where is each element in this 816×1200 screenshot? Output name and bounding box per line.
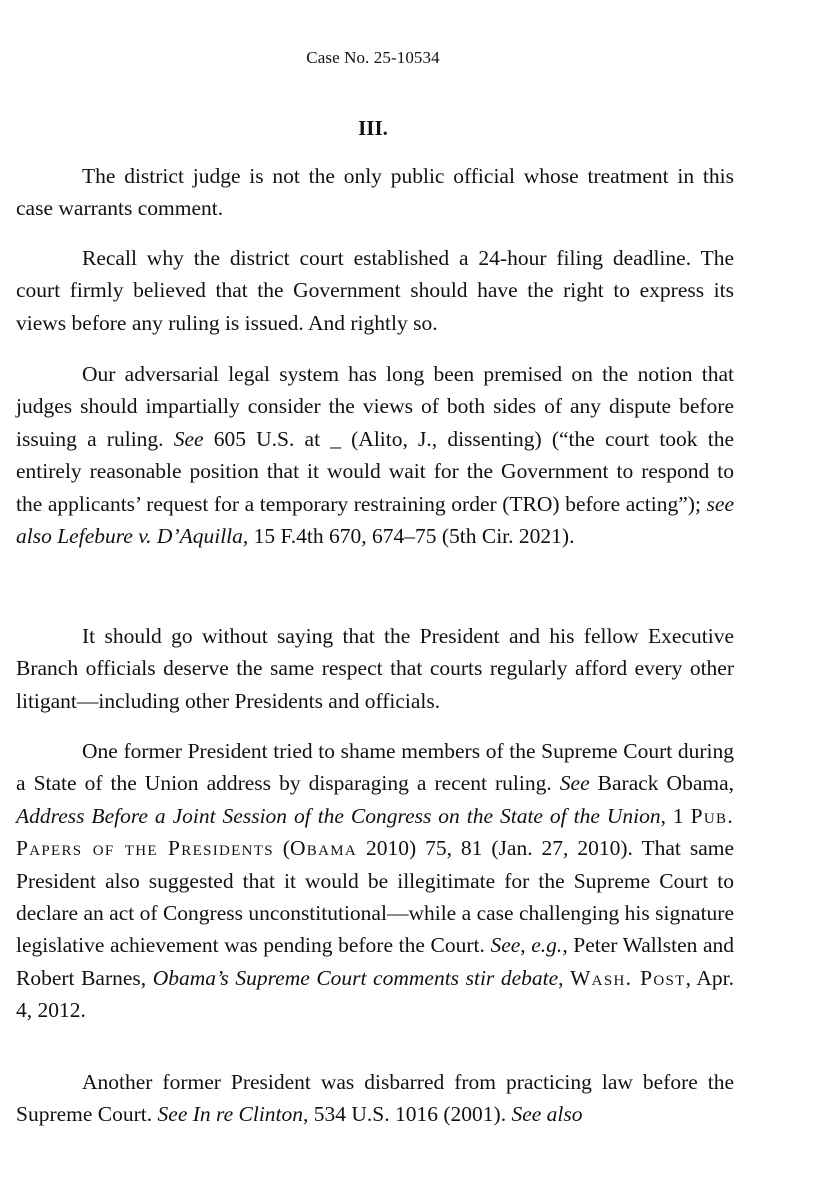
paragraph-1-text: The district judge is not the only public official whose treatment in this case warrants comment.: [16, 164, 734, 221]
paragraph-4-text: It should go without saying that the President and his fellow Executive Branch officials deserve the same respect that courts regularly afford every other litigant—including other Presidents and officials.: [16, 624, 734, 713]
signal-see: See: [559, 771, 590, 796]
paragraph-2: [16, 242, 734, 339]
authors-wallsten-barnes: , Peter Wallsten and Robert Barnes,: [16, 933, 735, 990]
signal-eg: e.g.: [531, 933, 563, 958]
paragraph-5: [16, 735, 734, 1027]
citation-clinton: , 534 U.S. 1016 (2001).: [303, 1102, 512, 1127]
paragraph-5-text: One former President tried to shame members of the Supreme Court during a State of the Union address by disparaging a recent ruling.: [16, 739, 734, 796]
paragraph-1: [16, 160, 734, 225]
citation-lefebure: , 15 F.4th 670, 674–75 (5th Cir. 2021).: [242, 524, 575, 549]
reporter-pub-papers: Pub. Papers of the Presidents: [16, 803, 735, 861]
citation-alito-dissent: 605 U.S. at _ (Alito, J., dissenting) (“the court took the entirely reasonable position that it would wait for the Government to respond to the applicants’ request for a temporary restraining order (TRO) before acting”);: [16, 426, 734, 516]
citation-text: ,: [558, 965, 571, 990]
paragraph-4: [16, 620, 734, 717]
case-number-header: Case No. 25-10534: [306, 48, 440, 67]
section-heading: III.: [358, 116, 388, 140]
paragraph-6-text: Another former President was disbarred from practicing law before the Supreme Court.: [16, 1070, 734, 1127]
signal-see: See: [173, 426, 204, 451]
signal-see-also: See also: [511, 1102, 583, 1127]
case-name-lefebure: see also Lefebure v. D’Aquilla: [16, 491, 734, 549]
citation-text: (: [273, 836, 290, 861]
citation-text: ,: [520, 933, 532, 958]
paragraph-2-text: Recall why the district court established a 24-hour filing deadline. The court firmly believed that the Government should have the right to express its views before any ruling is issued. And rightly so.: [16, 246, 734, 335]
case-name-in-re-clinton: See In re Clinton: [157, 1102, 304, 1127]
signal-see: See: [490, 933, 521, 958]
paragraph-5-continued-text: 2010) 75, 81 (Jan. 27, 2010). That same President also suggested that it would be illegitimate for the Supreme Court to declare an act of Congress unconstitutional—while a case challenging his signature legislative achievement was pending before the Court.: [16, 836, 734, 958]
reporter-obama: Obama: [289, 836, 358, 861]
citation-text: , 1: [660, 803, 691, 828]
paragraph-3-text: Our adversarial legal system has long been premised on the notion that judges should impartially consider the views of both sides of any dispute before issuing a ruling.: [16, 362, 734, 451]
author-obama: Barack Obama,: [589, 771, 735, 796]
paragraph-3: [16, 358, 734, 552]
citation-date: , Apr. 4, 2012.: [16, 965, 734, 1023]
publication-wash-post: Wash. Post: [570, 965, 686, 990]
title-state-of-union-address: Address Before a Joint Session of the Congress on the State of the Union: [16, 803, 661, 828]
paragraph-6: [16, 1066, 734, 1131]
article-title: Obama’s Supreme Court comments stir debate: [152, 965, 559, 990]
